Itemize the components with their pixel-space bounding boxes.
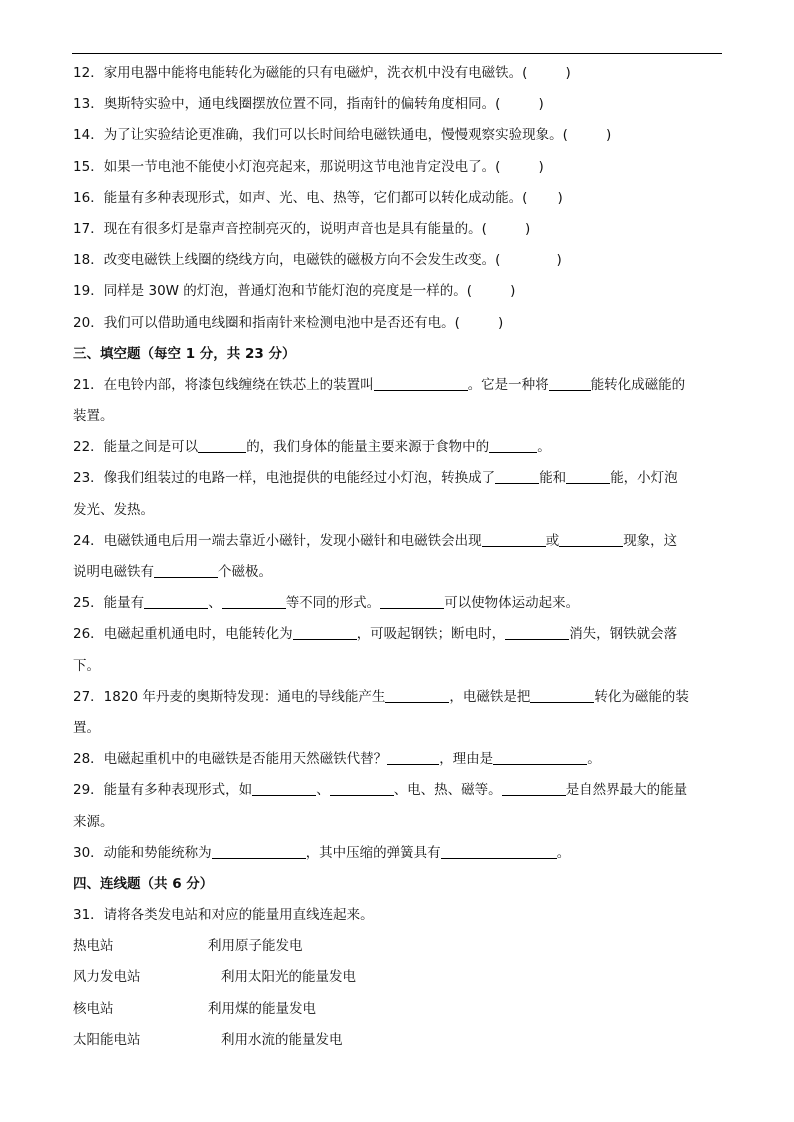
answer-blank[interactable]: [154, 563, 218, 578]
question-29: 29．能量有多种表现形式，如 、 、电、热、磁等。 是自然界最大的能量: [73, 782, 688, 799]
question-31: 31．请将各类发电站和对应的能量用直线连起来。: [73, 907, 374, 924]
question-28: 28．电磁起重机中的电磁铁是否能用天然磁铁代替？ ，理由是 。: [73, 751, 601, 768]
question-27: 27．1820 年丹麦的奥斯特发现：通电的导线能产生 ，电磁铁是把 转化为磁能的装: [73, 688, 689, 705]
answer-blank[interactable]: [222, 594, 286, 609]
question-12: 12．家用电器中能将电能转化为磁能的只有电磁炉，洗衣机中没有电磁铁。( ): [73, 65, 571, 81]
answer-blank[interactable]: [502, 781, 566, 796]
section-heading-match: 四、连线题（共 6 分）: [73, 875, 214, 892]
question-24: 24．电磁铁通电后用一端去靠近小磁针，发现小磁针和电磁铁会出现 或 现象，这: [73, 532, 678, 549]
answer-blank[interactable]: [198, 438, 246, 453]
answer-blank[interactable]: [144, 594, 208, 609]
answer-blank[interactable]: [530, 688, 594, 703]
match-row: 热电站 利用原子能发电: [73, 938, 303, 955]
question-30: 30．动能和势能统称为 ，其中压缩的弹簧具有 。: [73, 844, 571, 861]
question-19: 19．同样是 30W 的灯泡，普通灯泡和节能灯泡的亮度是一样的。( ): [73, 283, 516, 300]
answer-blank[interactable]: [493, 750, 587, 765]
answer-blank[interactable]: [495, 469, 539, 484]
top-rule: [72, 53, 722, 54]
question-15: 15．如果一节电池不能使小灯泡亮起来，那说明这节电池肯定没电了。( ): [73, 158, 544, 175]
match-row: 核电站 利用煤的能量发电: [73, 1000, 316, 1017]
question-20: 20．我们可以借助通电线圈和指南针来检测电池中是否还有电。( ): [73, 314, 504, 331]
question-21-cont: 装置。: [73, 408, 114, 425]
answer-blank[interactable]: [482, 532, 546, 547]
answer-blank[interactable]: [212, 844, 306, 859]
answer-blank[interactable]: [374, 376, 468, 391]
answer-blank[interactable]: [559, 532, 623, 547]
answer-blank[interactable]: [387, 750, 439, 765]
answer-blank[interactable]: [330, 781, 394, 796]
question-16: 16．能量有多种表现形式，如声、光、电、热等，它们都可以转化成动能。( ): [73, 189, 563, 206]
answer-blank[interactable]: [385, 688, 449, 703]
question-25: 25．能量有 、 等不同的形式。 可以使物体运动起来。: [73, 595, 580, 612]
question-24-cont: 说明电磁铁有 个磁极。: [73, 564, 272, 580]
answer-blank[interactable]: [549, 376, 591, 391]
answer-blank[interactable]: [293, 625, 357, 640]
answer-blank[interactable]: [566, 469, 610, 484]
answer-blank[interactable]: [380, 594, 444, 609]
answer-blank[interactable]: [252, 781, 316, 796]
section-heading-fill: 三、填空题（每空 1 分，共 23 分）: [73, 345, 296, 362]
answer-blank[interactable]: [489, 438, 537, 453]
question-23-cont: 发光、发热。: [73, 501, 154, 518]
question-14: 14．为了让实验结论更准确，我们可以长时间给电磁铁通电，慢慢观察实验现象。( ): [73, 127, 612, 144]
question-26-cont: 下。: [73, 657, 100, 674]
answer-blank[interactable]: [505, 625, 569, 640]
question-29-cont: 来源。: [73, 813, 114, 830]
question-21: 21．在电铃内部，将漆包线缠绕在铁芯上的装置叫 。它是一种将 能转化成磁能的: [73, 376, 686, 393]
document-page: [73, 61, 723, 1059]
match-row: 风力发电站 利用太阳光的能量发电: [73, 969, 356, 986]
question-18: 18．改变电磁铁上线圈的绕线方向，电磁铁的磁极方向不会发生改变。( ): [73, 252, 562, 269]
answer-blank[interactable]: [441, 844, 557, 859]
question-13: 13．奥斯特实验中，通电线圈摆放位置不同，指南针的偏转角度相同。( ): [73, 96, 544, 113]
question-27-cont: 置。: [73, 719, 100, 736]
match-row: 太阳能电站 利用水流的能量发电: [73, 1031, 343, 1048]
question-17: 17．现在有很多灯是靠声音控制亮灭的，说明声音也是具有能量的。( ): [73, 220, 531, 237]
question-26: 26．电磁起重机通电时，电能转化为 ，可吸起钢铁；断电时， 消失，钢铁就会落: [73, 626, 678, 643]
question-23: 23．像我们组装过的电路一样，电池提供的电能经过小灯泡，转换成了 能和 能，小灯泡: [73, 470, 678, 487]
question-22: 22．能量之间是可以 的，我们身体的能量主要来源于食物中的 。: [73, 439, 551, 456]
